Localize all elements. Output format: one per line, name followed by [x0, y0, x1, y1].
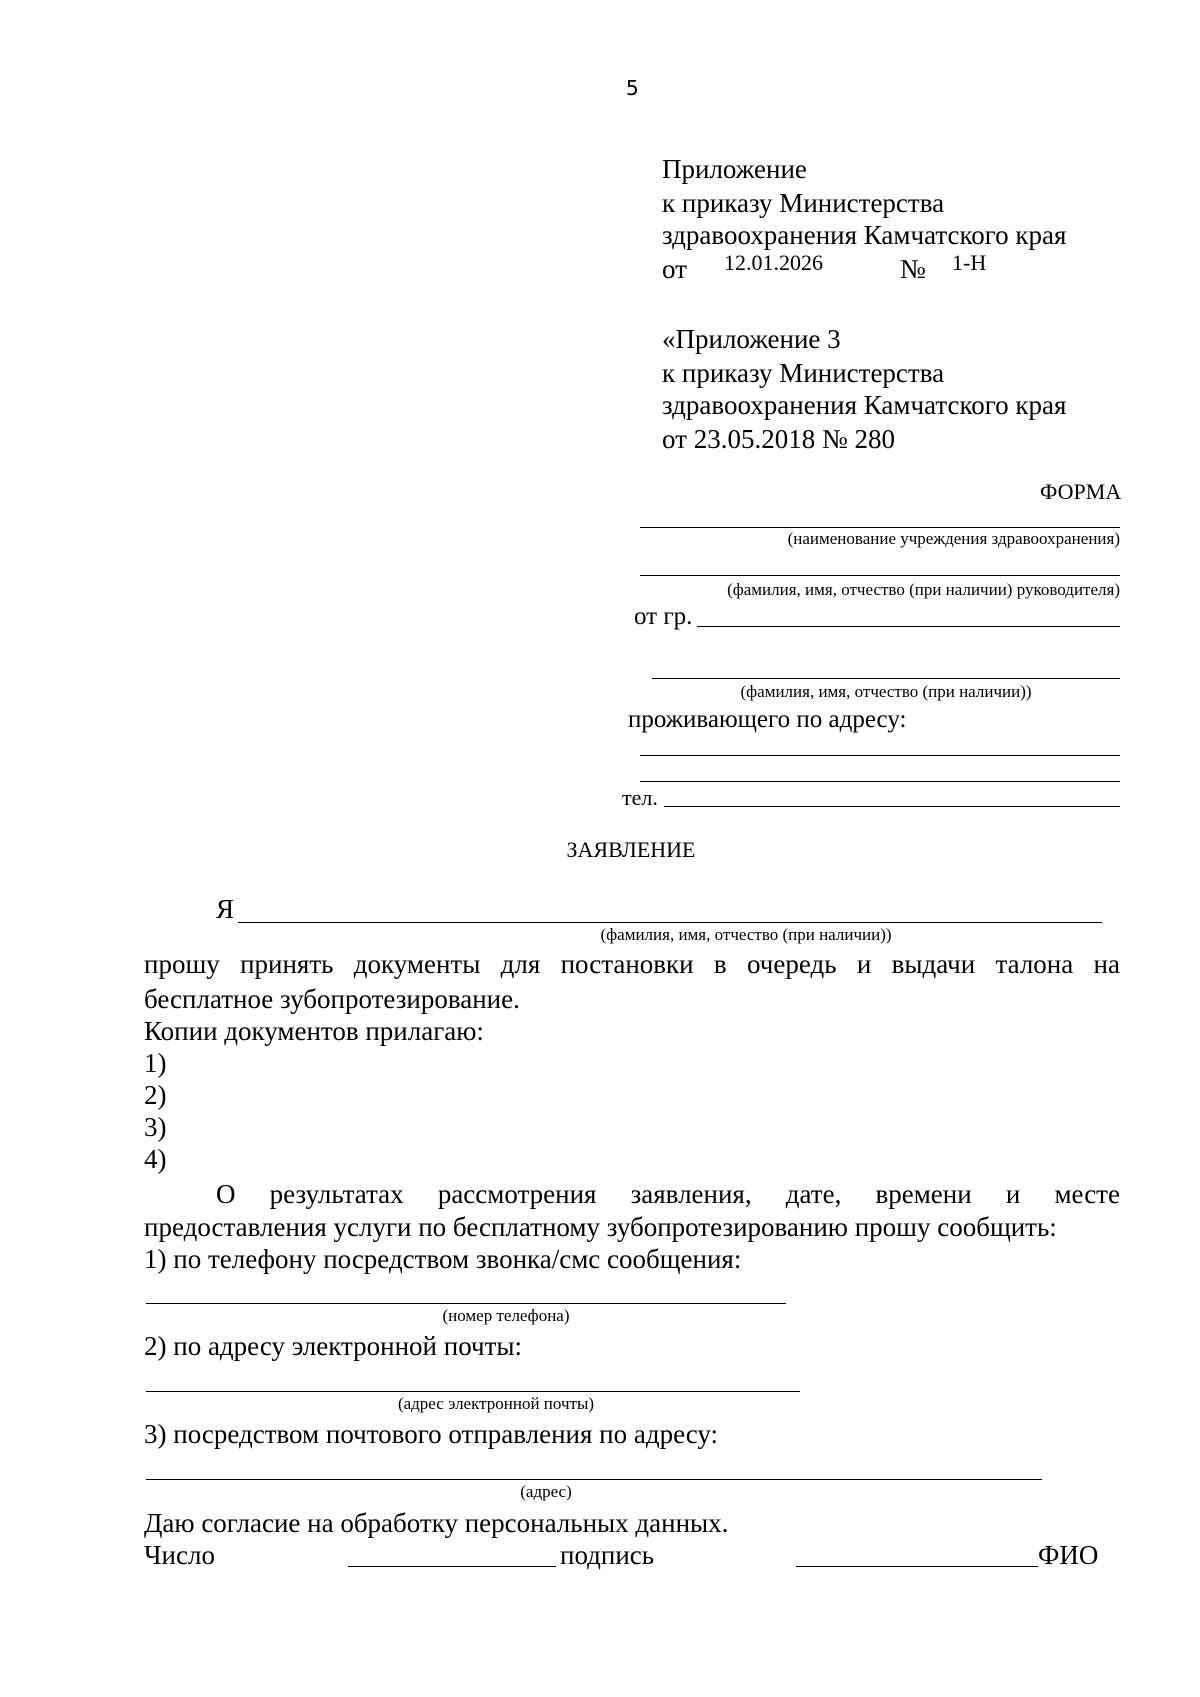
- results-word: заявления,: [630, 1179, 752, 1209]
- attachment-item-1: 1): [144, 1048, 167, 1078]
- email-line: [146, 1391, 800, 1392]
- number-sign: №: [900, 254, 926, 284]
- applicant-name-line: [238, 922, 1102, 923]
- appendix-line-1: «Приложение 3: [662, 324, 841, 354]
- request-word: постановки: [560, 949, 694, 979]
- results-word: времени: [875, 1179, 972, 1209]
- postal-address-caption: (адрес): [520, 1482, 572, 1501]
- results-word: и: [1005, 1179, 1021, 1209]
- citizen-line-1: [697, 626, 1120, 627]
- date-label: Число: [144, 1540, 215, 1570]
- header-line-3: здравоохранения Камчатского края: [662, 220, 1067, 250]
- results-word: дате,: [785, 1179, 842, 1209]
- signature-label: подпись: [560, 1540, 655, 1570]
- fio-label: ФИО: [1038, 1540, 1099, 1570]
- results-word: О: [216, 1179, 236, 1209]
- head-name-line: [640, 575, 1120, 576]
- request-word: для: [500, 949, 541, 979]
- request-word: принять: [240, 949, 334, 979]
- request-word: в: [713, 949, 727, 979]
- request-word: талона: [995, 949, 1074, 979]
- header-line-2: к приказу Министерства: [662, 188, 945, 218]
- page-number: 5: [626, 76, 639, 100]
- address-line-2: [640, 781, 1120, 782]
- request-line-2: бесплатное зубопротезирование.: [144, 984, 520, 1014]
- results-line-2: предоставления услуги по бесплатному зубопротезированию прошу сообщить:: [144, 1212, 1057, 1242]
- citizen-line-2: [652, 678, 1120, 679]
- results-word: рассмотрения: [437, 1179, 597, 1209]
- appendix-line-3: здравоохранения Камчатского края: [662, 390, 1067, 420]
- email-caption: (адрес электронной почты): [397, 1394, 595, 1413]
- attachment-item-2: 2): [144, 1080, 167, 1110]
- results-word: результатах: [269, 1179, 404, 1209]
- option-email: 2) по адресу электронной почты:: [144, 1331, 523, 1361]
- request-word: выдачи: [891, 949, 976, 979]
- request-word: прошу: [144, 949, 220, 979]
- applicant-name-caption: (фамилия, имя, отчество (при наличии)): [600, 925, 892, 944]
- option-phone: 1) по телефону посредством звонка/смс сообщения:: [144, 1244, 742, 1274]
- copies-label: Копии документов прилагаю:: [144, 1016, 484, 1046]
- request-word: на: [1093, 949, 1120, 979]
- phone-number-line: [146, 1303, 786, 1304]
- from-citizen-label: от гр.: [634, 603, 693, 630]
- i-label: Я: [216, 894, 235, 924]
- phone-line: [664, 806, 1120, 807]
- citizen-caption: (фамилия, имя, отчество (при наличии)): [740, 682, 1032, 701]
- appendix-line-4: от 23.05.2018 № 280: [662, 424, 895, 454]
- request-word: документы: [353, 949, 481, 979]
- request-word: и: [856, 949, 872, 979]
- header-from-label: от: [662, 254, 687, 284]
- institution-caption: (наименование учреждения здравоохранения): [787, 529, 1120, 548]
- phone-number-caption: (номер телефона): [442, 1306, 570, 1325]
- residing-label: проживающего по адресу:: [628, 706, 907, 733]
- head-name-caption: (фамилия, имя, отчество (при наличии) руководителя): [727, 580, 1120, 599]
- request-word: очередь: [746, 949, 837, 979]
- attachment-item-3: 3): [144, 1112, 167, 1142]
- fio-line: [796, 1566, 1038, 1567]
- order-number: 1-Н: [952, 250, 987, 275]
- attachment-item-4: 4): [144, 1144, 167, 1174]
- phone-label: тел.: [622, 785, 658, 810]
- address-line-1: [640, 755, 1120, 756]
- appendix-line-2: к приказу Министерства: [662, 358, 945, 388]
- results-line-1: [216, 1178, 1120, 1210]
- consent-text: Даю согласие на обработку персональных данных.: [144, 1508, 729, 1538]
- signature-line: [348, 1566, 556, 1567]
- header-line-1: Приложение: [662, 154, 807, 184]
- document-title: ЗАЯВЛЕНИЕ: [566, 837, 696, 862]
- order-date: 12.01.2026: [724, 250, 823, 275]
- postal-address-line: [146, 1479, 1042, 1480]
- option-post: 3) посредством почтового отправления по адресу:: [144, 1419, 719, 1449]
- institution-line: [640, 527, 1120, 528]
- results-word: месте: [1054, 1179, 1120, 1209]
- form-label: ФОРМА: [1040, 479, 1122, 504]
- request-line-1: [144, 948, 1120, 980]
